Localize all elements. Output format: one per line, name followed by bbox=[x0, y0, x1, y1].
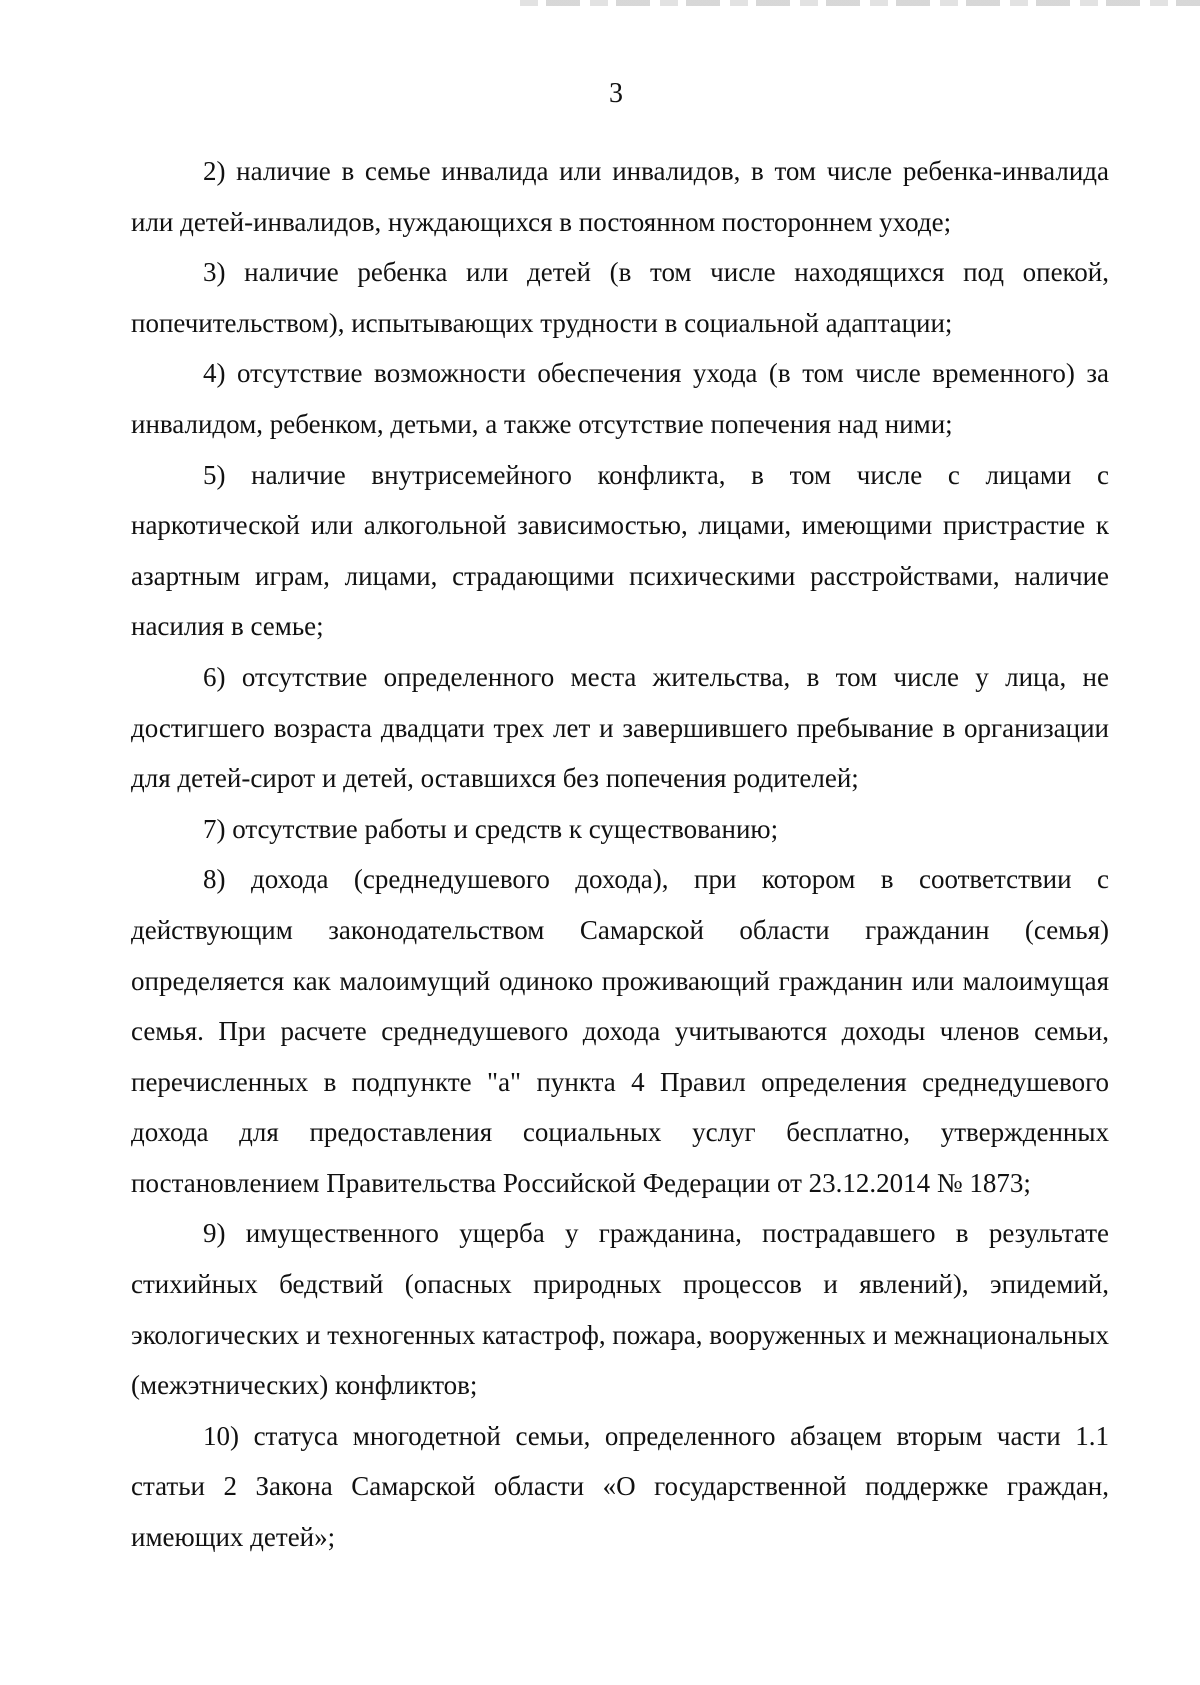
page-number: 3 bbox=[609, 78, 623, 109]
paragraph-item-3: 3) наличие ребенка или детей (в том числе находящихся под опекой, попечительством), испытывающих трудности в социальной адаптации; bbox=[131, 257, 1109, 338]
paragraph-item-8: 8) дохода (среднедушевого дохода), при котором в соответствии с действующим законодательством Самарской области гражданин (семья) определяется как малоимущий одиноко проживающий гражданин или малоимущая семья. При расчете среднедушевого дохода учитываются доходы членов семьи, перечисленных в подпункте "а" пункта 4 Правил определения среднедушевого дохода для предоставления социальных услуг бесплатно, утвержденных постановлением Правительства Российской Федерации от 23.12.2014 № 1873; bbox=[131, 864, 1109, 1198]
paragraph-item-6: 6) отсутствие определенного места жительства, в том числе у лица, не достигшего возраста двадцати трех лет и завершившего пребывание в организации для детей-сирот и детей, оставшихся без попечения родителей; bbox=[131, 661, 1109, 794]
paragraph-item-2: 2) наличие в семье инвалида или инвалидов, в том числе ребенка-инвалида или детей-инвалидов, нуждающихся в постоянном постороннем уходе; bbox=[131, 156, 1109, 237]
scan-edge-artifact bbox=[520, 0, 1200, 6]
paragraph-item-7: 7) отсутствие работы и средств к существованию; bbox=[203, 813, 779, 844]
document-body bbox=[131, 146, 1109, 1563]
paragraph-item-5: 5) наличие внутрисемейного конфликта, в том числе с лицами с наркотической или алкогольной зависимостью, лицами, имеющими пристрастие к азартным играм, лицами, страдающими психическими расстройствами, наличие насилия в семье; bbox=[131, 459, 1109, 642]
paragraph-item-10: 10) статуса многодетной семьи, определенного абзацем вторым части 1.1 статьи 2 Закона Самарской области «О государственной поддержке граждан, имеющих детей»; bbox=[131, 1420, 1109, 1553]
paragraph-item-9: 9) имущественного ущерба у гражданина, пострадавшего в результате стихийных бедствий (опасных природных процессов и явлений), эпидемий, экологических и техногенных катастроф, пожара, вооруженных и межнациональных (межэтнических) конфликтов; bbox=[131, 1218, 1109, 1401]
paragraph-item-4: 4) отсутствие возможности обеспечения ухода (в том числе временного) за инвалидом, ребенком, детьми, а также отсутствие попечения над ними; bbox=[131, 358, 1109, 439]
